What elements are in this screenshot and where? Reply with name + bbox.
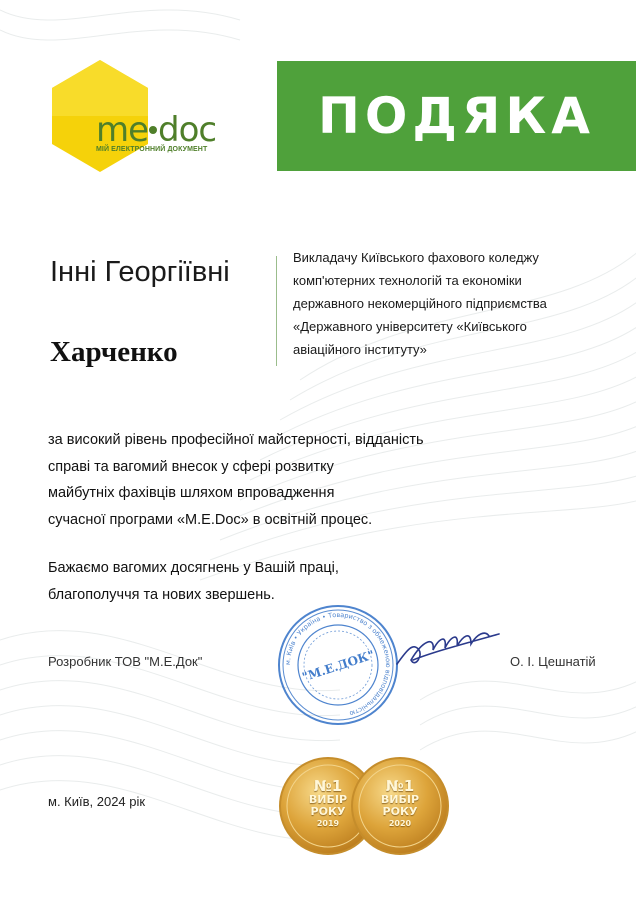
logo-tagline: МІЙ ЕЛЕКТРОННИЙ ДОКУМЕНТ	[96, 146, 208, 153]
recipient-position	[293, 246, 593, 361]
medal-line2: РОКУ	[382, 805, 418, 818]
medal-2019	[288, 778, 368, 830]
position-line: державного некомерційного підприємства	[293, 296, 547, 311]
gratitude-line: майбутніх фахівців шляхом впровадження	[48, 485, 335, 501]
medal-year: 2020	[388, 819, 412, 828]
medal-2020	[360, 778, 440, 830]
logo-wordmark: me doc	[96, 110, 217, 150]
seal-center-text: "М.Е.ДОК"	[300, 647, 377, 685]
medal-line2: РОКУ	[310, 805, 346, 818]
medal-year: 2019	[316, 819, 340, 828]
gratitude-line: сучасної програми «M.E.Doc» в освітній процес.	[48, 511, 373, 528]
gratitude-text	[48, 427, 488, 533]
position-line: комп'ютерних технологій та економіки	[293, 273, 522, 288]
seal-ring-text: м. Київ • Україна • Товариство з обмеженою відповідальністю	[283, 610, 393, 718]
position-line: «Державного університету «Київського	[293, 319, 527, 334]
gratitude-line: за високий рівень професійної майстерності, відданість	[48, 432, 424, 448]
title-band	[277, 61, 636, 171]
gratitude-line: справі та вагомий внесок у сфері розвитку	[48, 458, 334, 475]
medal-line1: ВИБІР	[308, 793, 348, 806]
recipient-surname: Харченко	[50, 336, 178, 368]
recipient-first-name: Інні Георгіївні	[50, 256, 230, 288]
medal-number: №1	[313, 777, 343, 795]
wishes-line: благополуччя та нових звершень.	[48, 586, 275, 603]
position-line: Викладачу Київського фахового коледжу	[293, 250, 539, 265]
position-line: авіаційного інституту»	[293, 342, 427, 357]
medal-line1: ВИБІР	[380, 793, 420, 806]
city-and-date: м. Київ, 2024 рік	[48, 794, 146, 809]
medal-number: №1	[385, 777, 415, 795]
handwritten-signature	[393, 620, 503, 680]
developer-label: Розробник ТОВ "М.Е.Док"	[48, 654, 203, 669]
wishes-line: Бажаємо вагомих досягнень у Вашій праці,	[48, 560, 339, 576]
vertical-divider	[276, 256, 277, 366]
company-seal-stamp	[276, 603, 400, 727]
medoc-logo	[48, 60, 217, 172]
signer-name: О. І. Цешнатій	[510, 654, 596, 669]
wishes-text	[48, 555, 448, 608]
page-title: ПОДЯКА	[318, 87, 595, 145]
award-medals	[276, 754, 456, 858]
